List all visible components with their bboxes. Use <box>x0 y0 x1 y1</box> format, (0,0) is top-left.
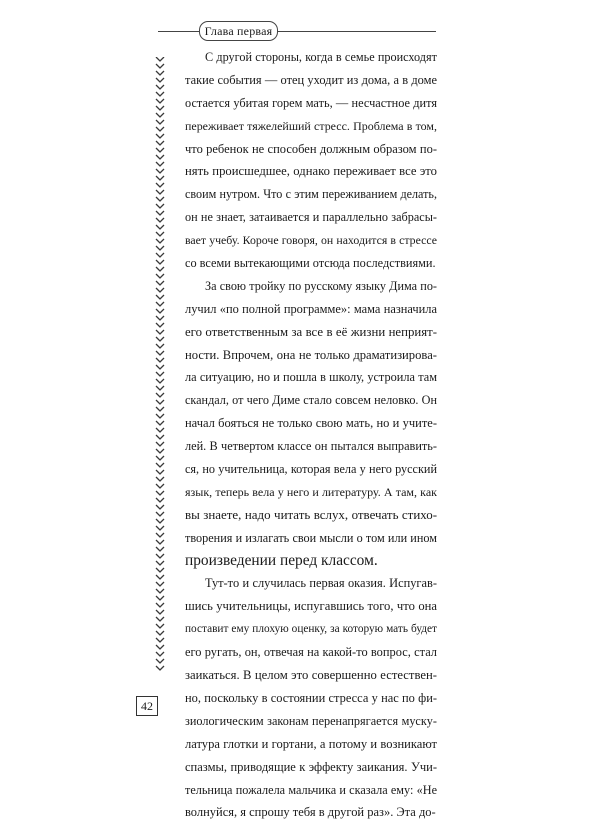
text-line: Тут-то и случилась первая оказия. Испугав- <box>205 576 437 591</box>
text-line: нять происшедшее, однако переживает все это <box>185 164 437 179</box>
text-line: поставит ему плохую оценку, за которую мать будет <box>185 623 437 636</box>
text-line: творения и излагать свои мысли о том или ином <box>185 530 437 545</box>
text-line: его ругать, он, отвечая на какой-то вопрос, стал <box>185 645 437 660</box>
text-line: остается убитая горем мать, — несчастное дитя <box>185 95 437 110</box>
text-line: ся, но учительница, которая вела у него русский <box>185 462 437 477</box>
text-line: переживает тяжелейший стресс. Проблема в том, <box>185 118 437 133</box>
text-line: начал бояться не только свою мать, но и учите- <box>185 416 437 431</box>
body-text <box>185 46 437 824</box>
text-line: За свою тройку по русскому языку Дима по- <box>205 278 437 293</box>
text-line: он не знает, затаивается и параллельно забрасы- <box>185 210 437 225</box>
header-rule-left <box>158 31 200 32</box>
text-line: скандал, от чего Диме стало совсем неловко. Он <box>185 393 437 408</box>
text-line: латура глотки и гортани, а потому и возникают <box>185 736 437 751</box>
text-line: но, поскольку в состоянии стресса у нас по фи- <box>185 690 437 705</box>
text-line: его ответственным за все в её жизни неприят- <box>185 324 437 339</box>
text-line: зиологическим законам перенапрягается мускy- <box>185 713 437 728</box>
text-line: ности. Впрочем, она не только драматизирова- <box>185 347 437 362</box>
paragraph <box>185 46 437 275</box>
text-line: лей. В четвертом классе он пытался выправить- <box>185 439 437 454</box>
paragraph <box>185 275 437 573</box>
page-number: 42 <box>136 696 158 716</box>
text-line: что ребенок не способен должным образом по- <box>185 141 437 156</box>
text-line: со всеми вытекающими отсюда последствиями. <box>185 256 436 271</box>
text-line: спазмы, приводящие к эффекту заикания. Учи- <box>185 759 437 774</box>
text-line: лучил «по полной программе»: мама назначила <box>185 301 437 316</box>
text-line: С другой стороны, когда в семье происходят <box>205 50 437 64</box>
text-line: вы знаете, надо читать вслух, отвечать стихо- <box>185 506 437 522</box>
header-rule-right <box>278 31 436 32</box>
chevron-ornament-icon <box>154 57 166 671</box>
text-line: заикаться. В целом это совершенно естествен- <box>185 668 437 683</box>
text-line: волнуйся, я спрошу тебя в другой раз». Эта до- <box>185 805 436 820</box>
text-line: язык, теперь вела у него и литературу. А там, как <box>185 484 437 499</box>
text-line: вает учебу. Короче говоря, он находится в стрессе <box>185 233 437 248</box>
text-line: такие события — отец уходит из дома, а в доме <box>185 72 437 87</box>
text-line: ла ситуацию, но и пошла в школу, устроила там <box>185 370 437 385</box>
chapter-title: Глава первая <box>199 21 278 41</box>
text-line: своим нутром. Что с этим переживанием делать, <box>185 187 437 202</box>
text-line: произведении перед классом. <box>185 551 378 569</box>
text-line: шись учительницы, испугавшись того, что она <box>185 599 437 614</box>
text-line: тельница пожалела мальчика и сказала ему: «Не <box>185 782 437 797</box>
paragraph <box>185 572 437 824</box>
